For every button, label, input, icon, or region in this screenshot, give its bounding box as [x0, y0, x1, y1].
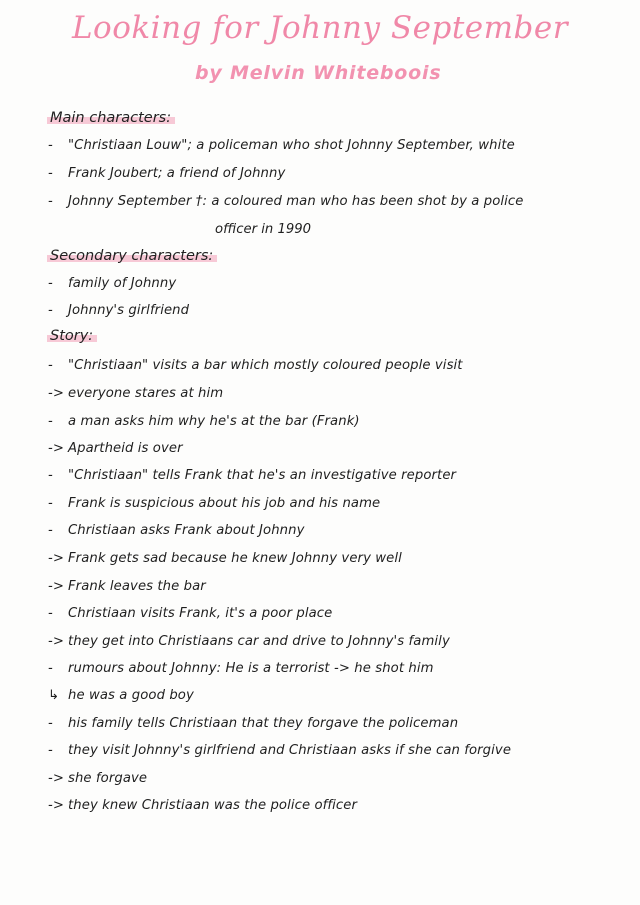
bullet-marker: -	[48, 414, 53, 429]
story-heading: Story:	[47, 328, 97, 344]
bullet-marker: -	[48, 358, 53, 373]
list-item-text: "Christiaan" tells Frank that he's an investigative reporter	[68, 468, 457, 483]
list-item-text: they knew Christiaan was the police officer	[68, 798, 357, 813]
list-item-text: she forgave	[68, 771, 148, 786]
bullet-marker: ->	[48, 771, 65, 786]
bullet-marker: -	[48, 194, 53, 209]
list-item-text: his family tells Christiaan that they forgave the policeman	[68, 716, 459, 731]
list-item	[48, 551, 402, 566]
list-item-text: a man asks him why he's at the bar (Frank)	[68, 414, 360, 429]
list-item	[48, 771, 147, 786]
list-item-text: Frank gets sad because he knew Johnny very well	[68, 551, 402, 566]
list-item-text: Christiaan asks Frank about Johnny	[68, 523, 305, 538]
list-item	[48, 468, 456, 483]
list-item-text: "Christiaan" visits a bar which mostly coloured people visit	[68, 358, 463, 373]
list-item-text: he was a good boy	[68, 688, 194, 703]
list-item	[48, 743, 511, 758]
list-item-text: "Christiaan Louw"; a policeman who shot Johnny September, white	[68, 138, 515, 153]
list-item-text: Christiaan visits Frank, it's a poor place	[68, 606, 333, 621]
list-item-text: Johnny's girlfriend	[68, 303, 190, 318]
list-item	[48, 634, 450, 649]
list-item	[48, 496, 380, 511]
bullet-marker: -	[48, 716, 53, 731]
list-item	[48, 194, 523, 209]
list-item-text: they get into Christiaans car and drive to Johnny's family	[68, 634, 450, 649]
list-item-text: Frank Joubert; a friend of Johnny	[68, 166, 286, 181]
bullet-marker: ->	[48, 798, 65, 813]
list-item-continuation: officer in 1990	[215, 222, 312, 237]
list-item	[48, 523, 304, 538]
bullet-marker: -	[48, 496, 53, 511]
bullet-marker: -	[48, 743, 53, 758]
secondary-characters-heading: Secondary characters:	[47, 248, 217, 264]
document-author: by Melvin Whiteboois	[195, 62, 442, 84]
list-item	[48, 716, 458, 731]
bullet-marker: ↳	[48, 688, 60, 703]
list-item-text: Johnny September †: a coloured man who has been shot by a police	[68, 194, 524, 209]
bullet-marker: ->	[48, 551, 65, 566]
bullet-marker: -	[48, 276, 53, 291]
bullet-marker: -	[48, 523, 53, 538]
list-item	[48, 166, 285, 181]
list-item	[48, 138, 515, 153]
list-item-text: Frank is suspicious about his job and his name	[68, 496, 381, 511]
list-item-text: they visit Johnny's girlfriend and Christiaan asks if she can forgive	[68, 743, 512, 758]
list-item	[48, 661, 434, 676]
bullet-marker: -	[48, 661, 53, 676]
list-item	[48, 688, 194, 703]
list-item	[48, 303, 189, 318]
bullet-marker: -	[48, 166, 53, 181]
list-item	[48, 276, 176, 291]
list-item-text: rumours about Johnny: He is a terrorist -> he shot him	[68, 661, 434, 676]
list-item	[48, 606, 332, 621]
bullet-marker: -	[48, 606, 53, 621]
list-item	[48, 441, 183, 456]
document-title: Looking for Johnny September	[71, 10, 569, 46]
main-characters-heading: Main characters:	[47, 110, 175, 126]
bullet-marker: ->	[48, 579, 65, 594]
bullet-marker: -	[48, 138, 53, 153]
list-item-text: family of Johnny	[68, 276, 177, 291]
bullet-marker: -	[48, 303, 53, 318]
list-item-text: Apartheid is over	[68, 441, 183, 456]
list-item-text: everyone stares at him	[68, 386, 224, 401]
bullet-marker: ->	[48, 386, 65, 401]
bullet-marker: ->	[48, 634, 65, 649]
list-item	[48, 414, 360, 429]
list-item	[48, 579, 206, 594]
list-item	[48, 798, 357, 813]
list-item-text: Frank leaves the bar	[68, 579, 206, 594]
list-item	[48, 358, 463, 373]
bullet-marker: ->	[48, 441, 65, 456]
list-item	[48, 386, 223, 401]
bullet-marker: -	[48, 468, 53, 483]
